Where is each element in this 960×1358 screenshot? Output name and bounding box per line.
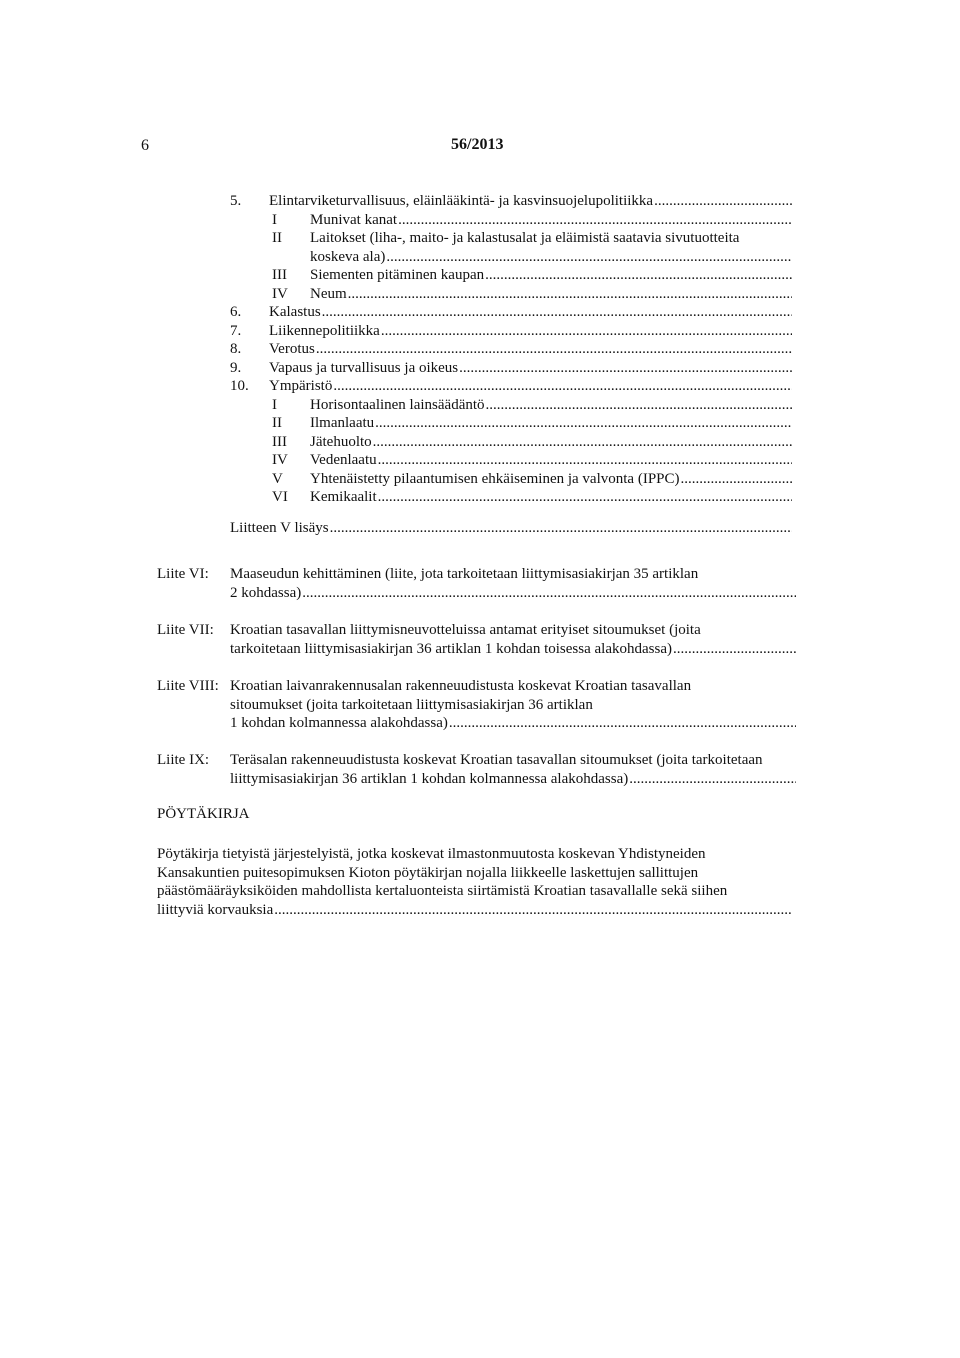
dot-leader	[322, 303, 792, 322]
toc-entry-10[interactable]	[230, 377, 792, 396]
dot-leader	[654, 192, 792, 211]
annex-label: Liite VIII:	[157, 678, 219, 694]
toc-entry-5[interactable]	[230, 192, 792, 211]
annex-text: Kroatian tasavallan liittymisneuvotteluissa antamat erityiset sitoumukset (joita	[230, 622, 701, 638]
document-id: 56/2013	[451, 136, 504, 153]
toc-number: 6.	[230, 304, 242, 320]
dot-leader	[459, 359, 792, 378]
annex-text: 1 kohdan kolmannessa alakohdassa)	[230, 715, 448, 731]
toc-entry-10-vi[interactable]	[230, 488, 792, 507]
dot-leader	[375, 414, 792, 433]
toc-number: I	[272, 396, 277, 413]
toc-number: IV	[272, 285, 288, 302]
annex-label: Liite IX:	[157, 752, 210, 768]
toc-title: Verotus	[269, 341, 315, 357]
toc-title: Ilmanlaatu	[310, 415, 375, 431]
dot-leader	[378, 488, 792, 507]
toc-title: Neum	[310, 285, 347, 302]
annex-text: Maaseudun kehittäminen (liite, jota tarkoitetaan liittymisasiakirjan 35 artiklan	[230, 566, 699, 582]
toc-entry-5-i[interactable]	[230, 211, 792, 230]
toc-number: III	[272, 433, 287, 450]
toc-number: II	[272, 415, 282, 431]
dot-leader	[330, 519, 792, 538]
toc-number: 7.	[230, 322, 242, 339]
toc-entry-10-v[interactable]	[230, 470, 792, 489]
annex-text: 2 kohdassa)	[230, 584, 302, 601]
annex-text: tarkoitetaan liittymisasiakirjan 36 artiklan 1 kohdan toisessa alakohdassa)	[230, 640, 672, 657]
toc-entry-10-iii[interactable]	[230, 433, 792, 452]
annex-label: Liite VI:	[157, 566, 209, 582]
dot-leader	[485, 266, 792, 285]
toc-entry-9[interactable]	[230, 359, 792, 378]
dot-leader	[629, 770, 796, 789]
toc-title: Elintarviketurvallisuus, eläinlääkintä- ja kasvinsuojelupolitiikka	[269, 193, 654, 209]
toc-title: Yhtenäistetty pilaantumisen ehkäiseminen ja valvonta (IPPC)	[310, 470, 680, 487]
protocol-text: päästömääräyksiköiden mahdollista kertaluonteista siirtämistä Kroatian tasavallalle sekä siihen	[157, 883, 728, 899]
dot-leader	[381, 322, 792, 341]
toc-title: Horisontaalinen lainsäädäntö	[310, 396, 485, 413]
toc-title: Vapaus ja turvallisuus ja oikeus	[269, 359, 459, 376]
dot-leader	[673, 640, 796, 659]
toc-title: Kalastus	[269, 304, 321, 320]
annex-text: Teräsalan rakenneuudistusta koskevat Kroatian tasavallan sitoumukset (joita tarkoitetaan	[230, 752, 763, 768]
toc-number: VI	[272, 489, 288, 505]
toc-title: Vedenlaatu	[310, 452, 377, 468]
toc-entry-6[interactable]	[230, 303, 792, 322]
toc-entry-7[interactable]	[230, 322, 792, 341]
dot-leader	[348, 285, 792, 304]
toc-title: Ympäristö	[269, 378, 333, 394]
toc-title: Liikennepolitiikka	[269, 322, 380, 339]
table-of-contents	[230, 192, 792, 537]
annex-text: Kroatian laivanrakennusalan rakenneuudistusta koskevat Kroatian tasavallan	[230, 678, 692, 694]
toc-entry-10-ii[interactable]	[230, 414, 792, 433]
toc-number: V	[272, 470, 283, 487]
dot-leader	[316, 340, 792, 359]
toc-number: I	[272, 211, 277, 228]
dot-leader	[378, 451, 792, 470]
toc-title: koskeva ala)	[310, 248, 386, 265]
toc-entry-5-iv[interactable]	[230, 285, 792, 304]
annex-label: Liite VII:	[157, 622, 214, 638]
toc-entry-5-iii[interactable]	[230, 266, 792, 285]
dot-leader	[302, 584, 796, 603]
toc-number: III	[272, 267, 287, 283]
dot-leader	[373, 433, 792, 452]
dot-leader	[449, 714, 796, 733]
protocol-heading: PÖYTÄKIRJA	[157, 806, 250, 822]
dot-leader	[386, 248, 792, 267]
toc-number: 9.	[230, 359, 242, 376]
toc-number: II	[272, 230, 282, 246]
toc-title: Liitteen V lisäys	[230, 519, 329, 536]
toc-number: 5.	[230, 193, 242, 209]
toc-number: 10.	[230, 378, 249, 394]
protocol-text: Kansakuntien puitesopimuksen Kioton pöytäkirjan nojalla liikkeelle laskettujen sallittujen	[157, 864, 699, 881]
annex-text: liittymisasiakirjan 36 artiklan 1 kohdan kolmannessa alakohdassa)	[230, 770, 629, 787]
toc-title: Jätehuolto	[310, 433, 372, 450]
toc-entry-5-ii[interactable]	[230, 229, 792, 248]
toc-entry-10-i[interactable]	[230, 396, 792, 415]
dot-leader	[333, 377, 792, 396]
toc-entry-8[interactable]	[230, 340, 792, 359]
dot-leader	[486, 396, 792, 415]
toc-number: IV	[272, 452, 288, 468]
toc-entry-addendum[interactable]	[230, 519, 792, 538]
toc-title: Kemikaalit	[310, 489, 377, 505]
toc-title: Siementen pitäminen kaupan	[310, 267, 485, 283]
protocol-text: liittyviä korvauksia	[157, 901, 274, 918]
protocol-entry[interactable]	[157, 845, 797, 919]
toc-title: Munivat kanat	[310, 211, 398, 228]
toc-entry-5-ii-cont[interactable]	[230, 248, 792, 267]
page-number: 6	[141, 137, 149, 154]
toc-entry-10-iv[interactable]	[230, 451, 792, 470]
protocol-text: Pöytäkirja tietyistä järjestelyistä, jotka koskevat ilmastonmuutosta koskevan Yhdistyneiden	[157, 846, 706, 862]
dot-leader	[681, 470, 793, 489]
toc-title: Laitokset (liha-, maito- ja kalastusalat ja eläimistä saatavia sivutuotteita	[310, 230, 740, 246]
dot-leader	[398, 211, 792, 230]
annex-text: sitoumukset (joita tarkoitetaan liittymisasiakirjan 36 artiklan	[230, 696, 593, 713]
toc-number: 8.	[230, 341, 242, 357]
dot-leader	[274, 901, 792, 920]
